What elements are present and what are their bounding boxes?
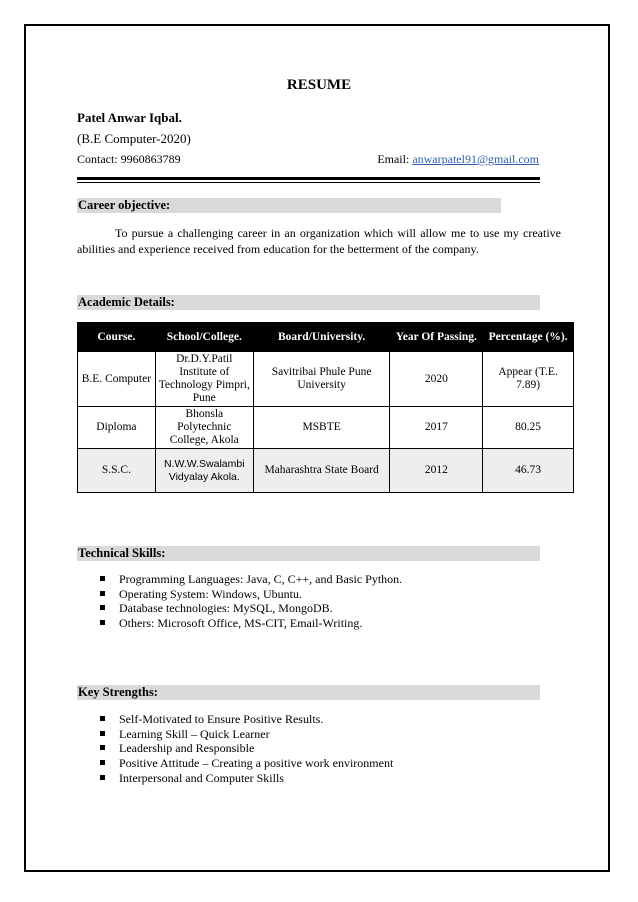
list-item — [100, 771, 393, 786]
list-item-text: Learning Skill – Quick Learner — [119, 726, 270, 741]
email-label: Email: — [377, 152, 413, 166]
header-divider-thin — [77, 182, 540, 183]
career-objective-text: To pursue a challenging career in an organization which will allow me to use my creative abilities and experience received from education for the betterment of the company. — [77, 226, 561, 256]
column-header: School/College. — [155, 323, 253, 352]
career-objective-heading: Career objective: — [77, 198, 501, 213]
bullet-icon — [100, 716, 105, 721]
list-item-text: Leadership and Responsible — [119, 741, 255, 756]
contact-email — [377, 152, 539, 167]
table-row — [78, 407, 574, 449]
table-cell-board: Savitribai Phule Pune University — [253, 352, 390, 407]
list-item-text: Operating System: Windows, Ubuntu. — [119, 586, 302, 601]
table-cell-percent: 80.25 — [483, 407, 574, 449]
table-cell-course: Diploma — [78, 407, 156, 449]
column-header: Year Of Passing. — [390, 323, 483, 352]
technical-skills-heading: Technical Skills: — [77, 546, 540, 561]
table-cell-year: 2020 — [390, 352, 483, 407]
list-item — [100, 756, 393, 771]
table-cell-school: Bhonsla Polytechnic College, Akola — [155, 407, 253, 449]
list-item-text: Interpersonal and Computer Skills — [119, 770, 284, 785]
table-cell-year: 2017 — [390, 407, 483, 449]
list-item-text: Positive Attitude – Creating a positive work environment — [119, 756, 394, 771]
email-link[interactable]: anwarpatel91@gmail.com — [412, 152, 539, 166]
bullet-icon — [100, 731, 105, 736]
technical-skills-list — [100, 572, 402, 631]
key-strengths-list — [100, 712, 393, 786]
bullet-icon — [100, 760, 105, 765]
list-item — [100, 616, 402, 631]
table-cell-course: B.E. Computer — [78, 352, 156, 407]
table-cell-school: Dr.D.Y.Patil Institute of Technology Pimpri, Pune — [155, 352, 253, 407]
list-item — [100, 741, 393, 756]
table-cell-percent: 46.73 — [483, 449, 574, 493]
list-item — [100, 712, 393, 727]
contact-phone: Contact: 9960863789 — [77, 152, 181, 166]
key-strengths-heading: Key Strengths: — [77, 685, 540, 700]
list-item-text: Database technologies: MySQL, MongoDB. — [119, 601, 333, 616]
table-row — [78, 352, 574, 407]
table-cell-percent: Appear (T.E. 7.89) — [483, 352, 574, 407]
table-cell-school: N.W.W.Swalambi Vidyalay Akola. — [155, 449, 253, 493]
bullet-icon — [100, 591, 105, 596]
list-item — [100, 572, 402, 587]
page-title: RESUME — [286, 77, 352, 93]
academic-details-heading: Academic Details: — [77, 295, 540, 310]
table-cell-year: 2012 — [390, 449, 483, 493]
bullet-icon — [100, 620, 105, 625]
table-cell-board: Maharashtra State Board — [253, 449, 390, 493]
academic-table — [77, 322, 574, 493]
list-item — [100, 601, 402, 616]
list-item-text: Self-Motivated to Ensure Positive Results. — [119, 712, 324, 726]
candidate-degree: (B.E Computer-2020) — [77, 131, 191, 146]
column-header: Board/University. — [253, 323, 390, 352]
list-item — [100, 727, 393, 742]
bullet-icon — [100, 775, 105, 780]
candidate-name: Patel Anwar Iqbal. — [77, 110, 182, 125]
column-header: Percentage (%). — [483, 323, 574, 352]
list-item — [100, 587, 402, 602]
table-row — [78, 449, 574, 493]
header-divider — [77, 177, 540, 180]
bullet-icon — [100, 605, 105, 610]
list-item-text: Programming Languages: Java, C, C++, and Basic Python. — [119, 572, 403, 586]
table-cell-board: MSBTE — [253, 407, 390, 449]
bullet-icon — [100, 576, 105, 581]
column-header: Course. — [78, 323, 156, 352]
table-cell-course: S.S.C. — [78, 449, 156, 493]
table-header-row — [78, 323, 574, 352]
list-item-text: Others: Microsoft Office, MS-CIT, Email-Writing. — [119, 616, 363, 631]
bullet-icon — [100, 745, 105, 750]
